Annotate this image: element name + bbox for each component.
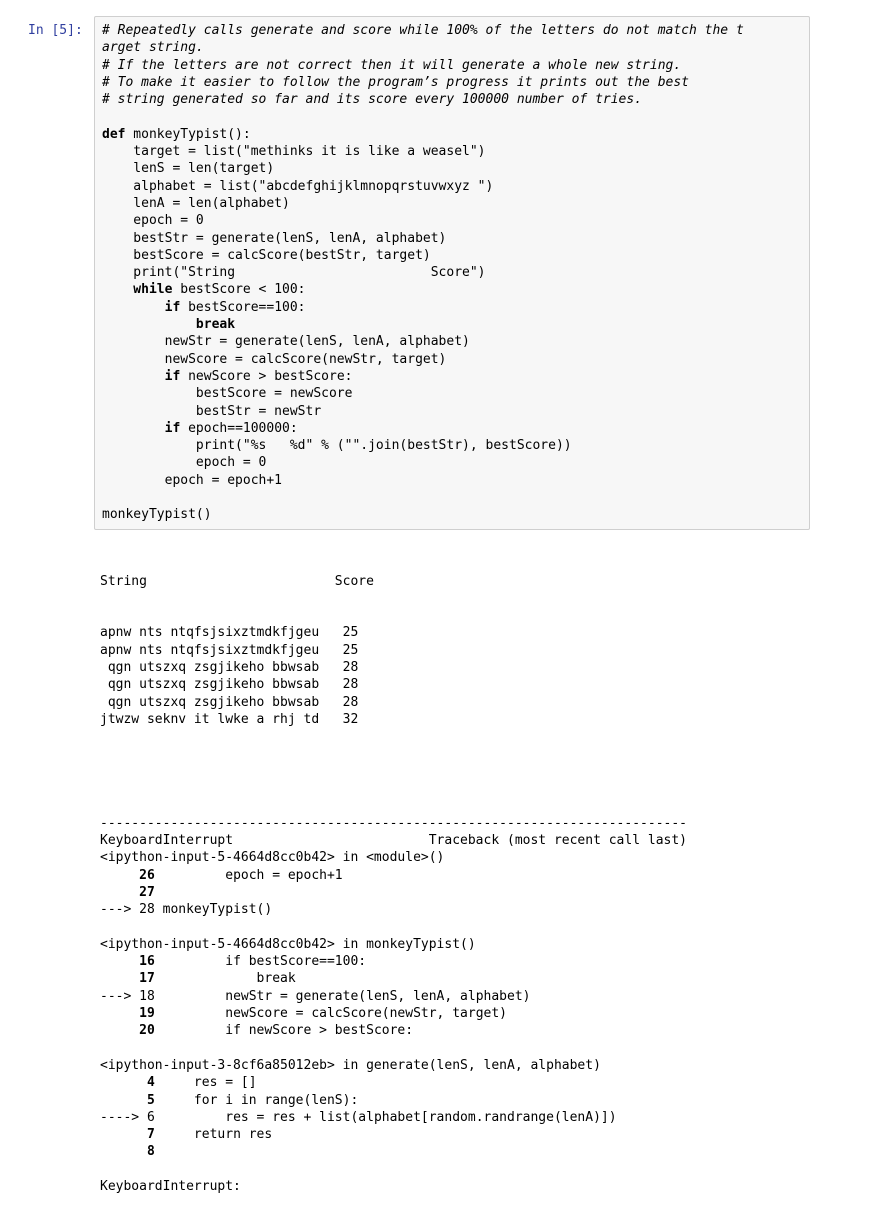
traceback-arrow: ----> bbox=[100, 1109, 147, 1125]
traceback-code-line bbox=[100, 953, 687, 970]
traceback-line-number: 7 bbox=[146, 1127, 155, 1143]
traceback-code-line bbox=[100, 970, 687, 987]
code-line: print("String Score") bbox=[102, 265, 486, 281]
output-row: qgn utszxq zsgjikeho bbwsab 28 bbox=[100, 677, 359, 693]
keyword: if bbox=[102, 368, 181, 384]
output-row: apnw nts ntqfsjsixztmdkfjgeu 25 bbox=[100, 642, 359, 658]
output-row: qgn utszxq zsgjikeho bbwsab 28 bbox=[100, 694, 359, 710]
traceback-arrow bbox=[100, 1093, 147, 1108]
traceback-code-line bbox=[100, 1074, 687, 1091]
traceback-final-error: KeyboardInterrupt: bbox=[100, 1178, 249, 1194]
cell-prompt: In [5]: bbox=[28, 23, 83, 38]
code-line bbox=[102, 420, 744, 437]
code-text: newScore > bestScore: bbox=[180, 368, 353, 384]
code-line: bestScore = calcScore(bestStr, target) bbox=[102, 247, 431, 263]
code-line: lenA = len(alphabet) bbox=[102, 195, 290, 211]
code-line: arget string. bbox=[102, 40, 204, 56]
traceback-code-text: res = [] bbox=[154, 1075, 257, 1091]
code-line: epoch = 0 bbox=[102, 213, 204, 229]
code-line: bestScore = newScore bbox=[102, 386, 353, 402]
keyword: break bbox=[102, 317, 236, 333]
traceback-arrow bbox=[100, 1075, 147, 1090]
traceback-arrow bbox=[100, 954, 139, 969]
code-line: newScore = calcScore(newStr, target) bbox=[102, 351, 447, 367]
traceback-code-text: epoch = epoch+1 bbox=[154, 867, 343, 883]
code-line: lenS = len(target) bbox=[102, 161, 275, 177]
code-line bbox=[102, 489, 744, 506]
code-line: epoch = 0 bbox=[102, 455, 267, 471]
traceback bbox=[100, 815, 687, 1196]
traceback-code-text: for i in range(lenS): bbox=[154, 1092, 359, 1108]
code-line: monkeyTypist() bbox=[102, 507, 212, 523]
traceback-frame-location: <ipython-input-5-4664d8cc0b42> in monkeyTypist() bbox=[100, 936, 476, 952]
traceback-line-number: 18 bbox=[139, 988, 155, 1004]
traceback-line-number: 16 bbox=[139, 954, 155, 970]
traceback-frame-location: <ipython-input-3-8cf6a85012eb> in generate(lenS, lenA, alphabet) bbox=[100, 1057, 601, 1073]
code-text: monkeyTypist(): bbox=[125, 126, 251, 142]
code-text: bestScore < 100: bbox=[172, 282, 306, 298]
traceback-code-line bbox=[100, 901, 687, 918]
traceback-line-number: 26 bbox=[139, 867, 155, 883]
code-cell[interactable] bbox=[94, 16, 810, 530]
traceback-line-number: 27 bbox=[139, 884, 155, 900]
cell-output bbox=[100, 538, 687, 1213]
code-text: bestScore==100: bbox=[180, 299, 306, 315]
traceback-arrow: ---> bbox=[100, 988, 140, 1004]
code-line bbox=[102, 316, 744, 333]
traceback-line-number: 20 bbox=[139, 1023, 155, 1039]
traceback-code-line bbox=[100, 1022, 687, 1039]
traceback-code-text: break bbox=[154, 971, 296, 987]
traceback-line-number: 4 bbox=[146, 1075, 155, 1091]
code-editor[interactable] bbox=[102, 22, 744, 524]
traceback-arrow bbox=[100, 1144, 147, 1159]
keyword: if bbox=[102, 420, 181, 436]
traceback-line-number: 5 bbox=[146, 1092, 155, 1108]
traceback-code-text: newStr = generate(lenS, lenA, alphabet) bbox=[154, 988, 531, 1004]
traceback-code-text: res = res + list(alphabet[random.randrange(lenA)]) bbox=[154, 1109, 617, 1125]
traceback-line-number: 8 bbox=[146, 1144, 155, 1160]
output-header: String Score bbox=[100, 573, 374, 589]
traceback-code-line bbox=[100, 1126, 687, 1143]
traceback-arrow bbox=[100, 1023, 139, 1038]
code-line: # Repeatedly calls generate and score while 100% of the letters do not match the t bbox=[102, 23, 744, 38]
code-line: alphabet = list("abcdefghijklmnopqrstuvwxyz ") bbox=[102, 178, 494, 194]
traceback-separator: --------------------------------------------------------------------------- bbox=[100, 815, 687, 831]
traceback-arrow bbox=[100, 971, 139, 986]
traceback-code-text: if bestScore==100: bbox=[154, 954, 367, 970]
keyword: def bbox=[102, 126, 126, 142]
traceback-line-number: 17 bbox=[139, 971, 155, 987]
code-line: print("%s %d" % ("".join(bestStr), bestScore)) bbox=[102, 438, 572, 454]
traceback-line-number: 6 bbox=[146, 1109, 155, 1125]
traceback-code-text: monkeyTypist() bbox=[154, 902, 273, 918]
traceback-error-line: KeyboardInterrupt Traceback (most recent call last) bbox=[100, 833, 687, 849]
code-line bbox=[102, 108, 744, 125]
traceback-line-number: 28 bbox=[139, 902, 155, 918]
keyword: if bbox=[102, 299, 181, 315]
traceback-arrow bbox=[100, 868, 139, 883]
code-text: epoch==100000: bbox=[180, 420, 298, 436]
code-line bbox=[102, 299, 744, 316]
output-rows bbox=[100, 624, 687, 728]
traceback-code-line bbox=[100, 1109, 687, 1126]
traceback-code-text: return res bbox=[154, 1127, 273, 1143]
traceback-code-line bbox=[100, 1143, 687, 1160]
output-row: qgn utszxq zsgjikeho bbwsab 28 bbox=[100, 660, 359, 676]
code-line bbox=[102, 281, 744, 298]
traceback-code-text: if newScore > bestScore: bbox=[154, 1023, 414, 1039]
traceback-code-line bbox=[100, 867, 687, 884]
code-line: target = list("methinks it is like a weasel") bbox=[102, 144, 486, 160]
code-line: epoch = epoch+1 bbox=[102, 472, 283, 488]
traceback-arrow bbox=[100, 1006, 139, 1021]
code-line bbox=[102, 126, 744, 143]
code-line: bestStr = newStr bbox=[102, 403, 322, 419]
traceback-code-line bbox=[100, 1092, 687, 1109]
keyword: while bbox=[102, 282, 173, 298]
traceback-arrow bbox=[100, 1127, 147, 1142]
traceback-arrow: ---> bbox=[100, 902, 140, 918]
traceback-code-line bbox=[100, 988, 687, 1005]
output-row: apnw nts ntqfsjsixztmdkfjgeu 25 bbox=[100, 625, 359, 641]
traceback-arrow bbox=[100, 885, 139, 900]
code-line: newStr = generate(lenS, lenA, alphabet) bbox=[102, 334, 470, 350]
code-line: # string generated so far and its score every 100000 number of tries. bbox=[102, 92, 643, 108]
traceback-code-line bbox=[100, 884, 687, 901]
code-line: # To make it easier to follow the program’s progress it prints out the best bbox=[102, 74, 689, 90]
code-line bbox=[102, 368, 744, 385]
traceback-frame-location: <ipython-input-5-4664d8cc0b42> in <module>() bbox=[100, 850, 445, 866]
code-line: bestStr = generate(lenS, lenA, alphabet) bbox=[102, 230, 447, 246]
traceback-code-text: newScore = calcScore(newStr, target) bbox=[154, 1006, 507, 1022]
code-line: # If the letters are not correct then it will generate a whole new string. bbox=[102, 57, 682, 73]
output-row: jtwzw seknv it lwke a rhj td 32 bbox=[100, 711, 359, 727]
traceback-line-number: 19 bbox=[139, 1006, 155, 1022]
traceback-code-line bbox=[100, 1005, 687, 1022]
